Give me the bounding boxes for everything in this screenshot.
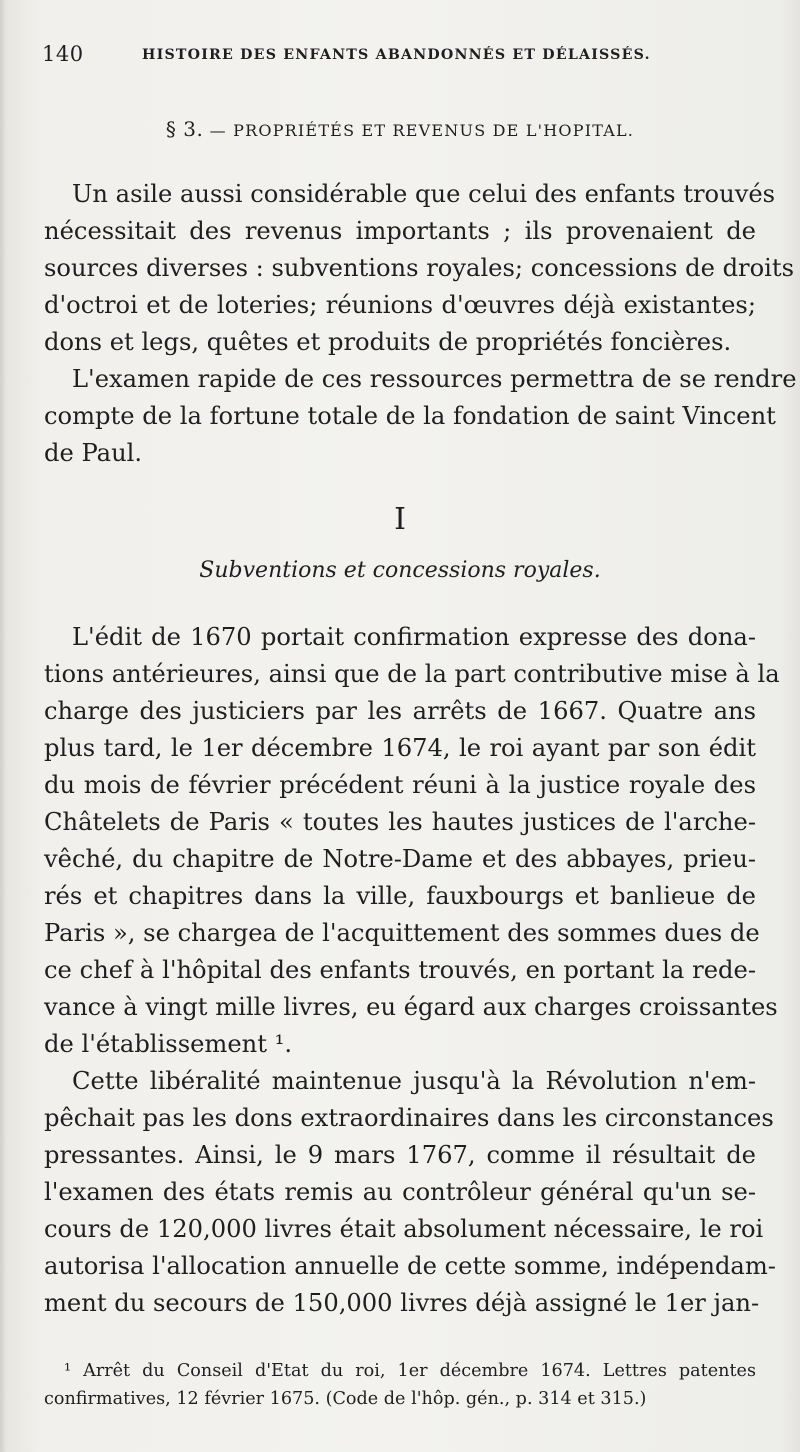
text-line: du mois de février précédent réuni à la justice royale des xyxy=(44,771,756,799)
page-header xyxy=(42,42,758,72)
running-title: HISTOIRE DES ENFANTS ABANDONNÉS ET DÉLAISSÉS. xyxy=(142,47,651,63)
section-dash: — xyxy=(209,121,227,140)
footnotes xyxy=(44,1357,756,1413)
text-line: rés et chapitres dans la ville, fauxbourgs et banlieue de xyxy=(44,882,756,910)
text-line: vêché, du chapitre de Notre-Dame et des abbayes, prieu- xyxy=(44,845,756,873)
text-line: Cette libéralité maintenue jusqu'à la Révolution n'em- xyxy=(72,1067,756,1095)
text-line: L'édit de 1670 portait confirmation expresse des dona- xyxy=(72,623,756,651)
text-line: Paris », se chargea de l'acquittement des sommes dues de xyxy=(44,919,760,947)
text-line: plus tard, le 1er décembre 1674, le roi ayant par son édit xyxy=(44,734,756,762)
text-line: de l'établissement ¹. xyxy=(44,1030,293,1058)
text-line: ment du secours de 150,000 livres déjà assigné le 1er jan- xyxy=(44,1289,760,1317)
text-line: cours de 120,000 livres était absolument nécessaire, le roi xyxy=(44,1215,764,1243)
text-line: de Paul. xyxy=(44,439,143,467)
text-line: l'examen des états remis au contrôleur général qu'un se- xyxy=(44,1178,756,1206)
text-line: compte de la fortune totale de la fondation de saint Vincent xyxy=(44,402,776,430)
text-line: d'octroi et de loteries; réunions d'œuvres déjà existantes; xyxy=(44,291,756,319)
text-line: charge des justiciers par les arrêts de 1667. Quatre ans xyxy=(44,697,756,725)
text-line: pêchait pas les dons extraordinaires dans les circonstances xyxy=(44,1104,774,1132)
section-number: § 3. xyxy=(165,117,204,141)
footnote-line: ¹ Arrêt du Conseil d'Etat du roi, 1er décembre 1674. Lettres patentes xyxy=(64,1361,756,1381)
paragraph-subventions xyxy=(44,619,780,1322)
subsection-numeral: I xyxy=(394,502,406,537)
text-line: pressantes. Ainsi, le 9 mars 1767, comme il résultait de xyxy=(44,1141,756,1169)
subsection-title: Subventions et concessions royales. xyxy=(199,558,601,583)
text-line: Un asile aussi considérable que celui des enfants trouvés xyxy=(72,180,776,208)
section-title: PROPRIÉTÉS ET REVENUS DE L'HOPITAL. xyxy=(233,121,635,140)
text-line: L'examen rapide de ces ressources permettra de se rendre xyxy=(72,365,797,393)
footnote-line: confirmatives, 12 février 1675. (Code de l'hôp. gén., p. 314 et 315.) xyxy=(44,1389,647,1409)
text-line: dons et legs, quêtes et produits de propriétés foncières. xyxy=(44,328,732,356)
text-line: nécessitait des revenus importants ; ils provenaient de xyxy=(44,217,756,245)
text-line: Châtelets de Paris « toutes les hautes justices de l'arche- xyxy=(44,808,756,836)
text-line: ce chef à l'hôpital des enfants trouvés, en portant la rede- xyxy=(44,956,756,984)
text-line: sources diverses : subventions royales; concessions de droits xyxy=(44,254,795,282)
text-line: tions antérieures, ainsi que de la part contributive mise à la xyxy=(44,660,780,688)
text-line: vance à vingt mille livres, eu égard aux charges croissantes xyxy=(44,993,778,1021)
page-number: 140 xyxy=(42,42,84,66)
text-line: autorisa l'allocation annuelle de cette somme, indépendam- xyxy=(44,1252,776,1280)
paragraph-revenues xyxy=(44,176,797,472)
section-heading xyxy=(0,117,800,141)
